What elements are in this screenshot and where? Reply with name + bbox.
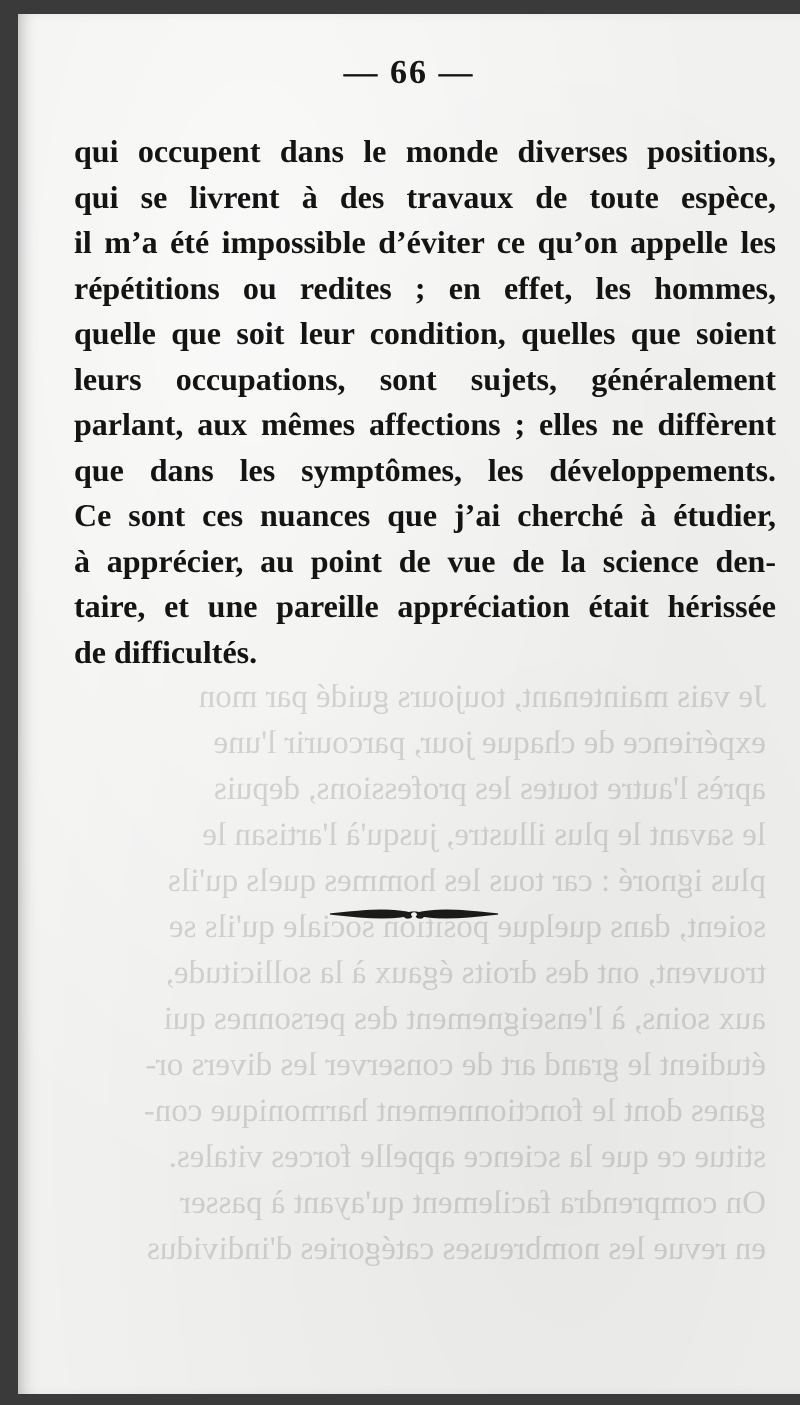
text-line: de difficultés. [74,633,258,670]
text-line: il m’a été impossible d’éviter ce qu’on appelle les [74,224,776,260]
text-line: leurs occupations, sont sujets, généralement [74,360,776,397]
show-through-texture: Je vais maintenant, toujours guidé par mon expérience de chaque jour, parcourir l'une après l'autre toutes les professions, depuis le savant le plus illustre, jusqu'à l'artisan le plus ignoré : car tous les hommes quels qu'ils soient, dans quelque position sociale qu'ils se trouvent, ont des droits égaux à la sollicitude, aux soins, à l'enseignement des personnes qui étudient le grand art de conserver les divers or- ganes dont le fonctionnement harmonique con- stitue ce que la science appelle forces vitales. On comprendra facilement qu'ayant à passer en revue les nombreuses catégories d'individus [143,679,766,1267]
text-line: quelle que soit leur condition, quelles que soient [74,315,776,351]
tailpiece-ornament-icon [328,902,500,926]
page-number: — 66 — [343,54,475,91]
text-line: Ce sont ces nuances que j’ai cherché à étudier, [74,497,776,533]
text-line: que dans les symptômes, les développements. [74,451,776,488]
text-line: parlant, aux mêmes affections ; elles ne diffèrent [74,406,776,442]
text-line: répétitions ou redites ; en effet, les hommes, [74,269,776,306]
text-line: à apprécier, au point de vue de la science den- [74,542,776,579]
body-paragraph [74,129,776,675]
text-line: taire, et une pareille appréciation était hérissée [74,588,776,624]
text-line: qui occupent dans le monde diverses positions, [74,133,776,169]
text-line: qui se livrent à des travaux de toute espèce, [74,178,776,215]
book-page [18,14,800,1394]
